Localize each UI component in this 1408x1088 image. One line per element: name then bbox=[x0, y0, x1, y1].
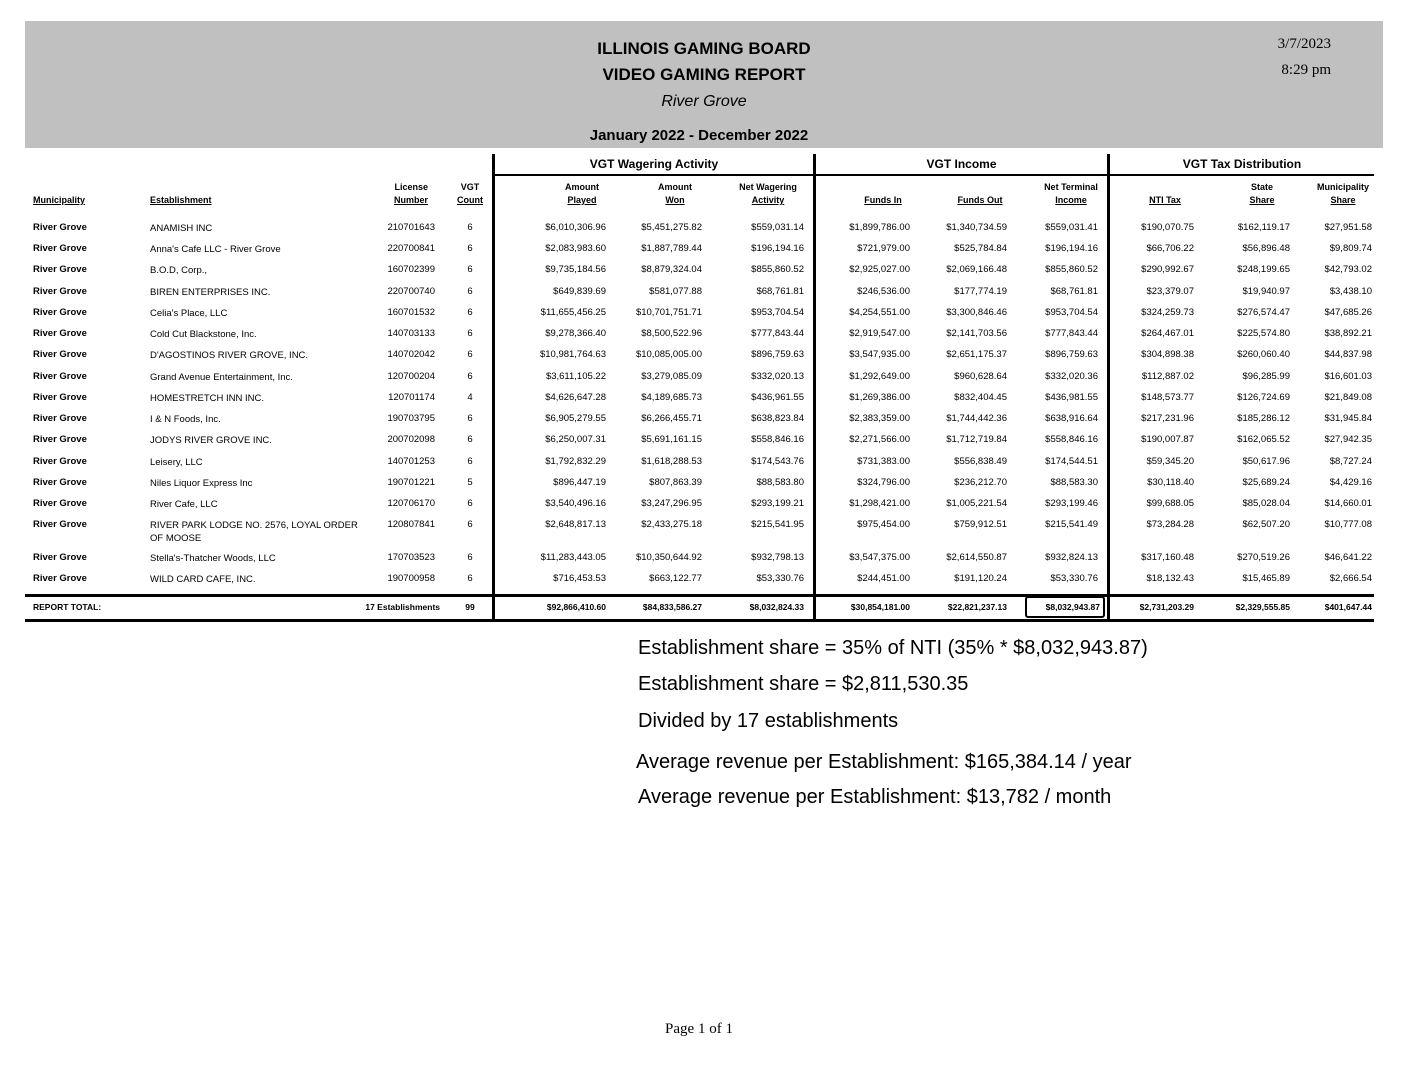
cell-funds-out: $960,628.64 bbox=[954, 371, 1007, 382]
cell-funds-in: $1,269,386.00 bbox=[849, 392, 910, 403]
totals-count: 17 Establishments bbox=[365, 602, 440, 612]
cell-nti-tax: $304,898.38 bbox=[1141, 349, 1194, 360]
cell-net-terminal-income: $293,199.46 bbox=[1045, 498, 1098, 509]
cell-license: 190701221 bbox=[387, 477, 435, 488]
cell-net-terminal-income: $332,020.36 bbox=[1045, 371, 1098, 382]
cell-net-terminal-income: $436,981.55 bbox=[1045, 392, 1098, 403]
cell-nti-tax: $59,345.20 bbox=[1146, 456, 1194, 467]
cell-municipality: River Grove bbox=[33, 371, 87, 382]
cell-net-terminal-income: $88,583.30 bbox=[1050, 477, 1098, 488]
totals-muni-share: $401,647.44 bbox=[1324, 602, 1372, 612]
cell-nti-tax: $23,379.07 bbox=[1146, 286, 1194, 297]
totals-label: REPORT TOTAL: bbox=[33, 602, 102, 612]
column-divider bbox=[492, 154, 495, 622]
cell-state-share: $126,724.69 bbox=[1237, 392, 1290, 403]
cell-municipality: River Grove bbox=[33, 264, 87, 275]
col-nwa: Net Wagering Activity bbox=[739, 182, 797, 205]
cell-nti-tax: $290,992.67 bbox=[1141, 264, 1194, 275]
cell-establishment: Grand Avenue Entertainment, Inc. bbox=[150, 372, 293, 383]
cell-municipality: River Grove bbox=[33, 222, 87, 233]
cell-establishment: River Cafe, LLC bbox=[150, 499, 218, 510]
cell-municipality: River Grove bbox=[33, 498, 87, 509]
cell-funds-in: $2,271,566.00 bbox=[849, 434, 910, 445]
cell-municipality-share: $38,892.21 bbox=[1324, 328, 1372, 339]
cell-funds-in: $975,454.00 bbox=[857, 519, 910, 530]
cell-vgt-count: 6 bbox=[467, 434, 473, 445]
group-wagering: VGT Wagering Activity bbox=[589, 157, 719, 171]
cell-vgt-count: 6 bbox=[467, 286, 473, 297]
totals-played: $92,866,410.60 bbox=[546, 602, 606, 612]
cell-municipality-share: $27,942.35 bbox=[1324, 434, 1372, 445]
col-funds-in: Funds In bbox=[864, 195, 902, 205]
cell-amount-won: $5,451,275.82 bbox=[641, 222, 702, 233]
cell-municipality-share: $21,849.08 bbox=[1324, 392, 1372, 403]
cell-municipality-share: $16,601.03 bbox=[1324, 371, 1372, 382]
cell-license: 220700740 bbox=[387, 286, 435, 297]
cell-vgt-count: 6 bbox=[467, 222, 473, 233]
cell-net-terminal-income: $777,843.44 bbox=[1045, 328, 1098, 339]
cell-license: 160702399 bbox=[387, 264, 435, 275]
cell-amount-won: $581,077.88 bbox=[649, 286, 702, 297]
report-period: January 2022 - December 2022 bbox=[589, 127, 809, 144]
cell-state-share: $260,060.40 bbox=[1237, 349, 1290, 360]
cell-funds-out: $191,120.24 bbox=[954, 573, 1007, 584]
cell-net-wagering: $332,020.13 bbox=[751, 371, 804, 382]
cell-amount-won: $1,618,288.53 bbox=[641, 456, 702, 467]
col-muni-share: Municipality Share bbox=[1316, 182, 1369, 205]
cell-net-wagering: $88,583.80 bbox=[756, 477, 804, 488]
cell-net-wagering: $53,330.76 bbox=[756, 573, 804, 584]
cell-municipality: River Grove bbox=[33, 349, 87, 360]
report-title: ILLINOIS GAMING BOARD bbox=[597, 39, 811, 58]
col-municipality: Municipality bbox=[33, 195, 86, 205]
cell-state-share: $15,465.89 bbox=[1242, 573, 1290, 584]
cell-nti-tax: $190,007.87 bbox=[1141, 434, 1194, 445]
report-header bbox=[25, 21, 1383, 148]
group-income: VGT Income bbox=[926, 157, 997, 171]
cell-funds-in: $2,925,027.00 bbox=[849, 264, 910, 275]
cell-nti-tax: $73,284.28 bbox=[1146, 519, 1194, 530]
cell-net-terminal-income: $896,759.63 bbox=[1045, 349, 1098, 360]
cell-vgt-count: 6 bbox=[467, 243, 473, 254]
cell-license: 140703133 bbox=[387, 328, 435, 339]
cell-municipality-share: $2,666.54 bbox=[1329, 573, 1372, 584]
cell-establishment: ANAMISH INC bbox=[150, 223, 213, 234]
cell-funds-in: $246,536.00 bbox=[857, 286, 910, 297]
cell-net-wagering: $436,961.55 bbox=[751, 392, 804, 403]
cell-municipality: River Grove bbox=[33, 573, 87, 584]
totals-state-share: $2,329,555.85 bbox=[1235, 602, 1290, 612]
col-vgt: VGT Count bbox=[457, 182, 483, 205]
cell-nti-tax: $190,070.75 bbox=[1141, 222, 1194, 233]
cell-funds-out: $1,712,719.84 bbox=[946, 434, 1007, 445]
cell-establishment: Anna's Cafe LLC - River Grove bbox=[150, 244, 281, 255]
cell-funds-out: $832,404.45 bbox=[954, 392, 1007, 403]
cell-net-wagering: $196,194.16 bbox=[751, 243, 804, 254]
totals-nti-tax: $2,731,203.29 bbox=[1139, 602, 1194, 612]
cell-net-wagering: $559,031.14 bbox=[751, 222, 804, 233]
cell-amount-played: $649,839.69 bbox=[553, 286, 606, 297]
cell-municipality-share: $9,809.74 bbox=[1329, 243, 1372, 254]
col-funds-out: Funds Out bbox=[957, 195, 1003, 205]
report-subtitle: VIDEO GAMING REPORT bbox=[602, 65, 806, 84]
cell-municipality: River Grove bbox=[33, 434, 87, 445]
cell-state-share: $50,617.96 bbox=[1242, 456, 1290, 467]
page-footer: Page 1 of 1 bbox=[665, 1021, 733, 1037]
cell-municipality-share: $4,429.16 bbox=[1329, 477, 1372, 488]
cell-funds-out: $236,212.70 bbox=[954, 477, 1007, 488]
cell-net-wagering: $215,541.95 bbox=[751, 519, 804, 530]
cell-net-wagering: $174,543.76 bbox=[751, 456, 804, 467]
note-line-2: Establishment share = $2,811,530.35 bbox=[638, 673, 969, 695]
cell-funds-out: $759,912.51 bbox=[954, 519, 1007, 530]
cell-funds-out: $2,651,175.37 bbox=[946, 349, 1007, 360]
cell-amount-played: $6,905,279.55 bbox=[545, 413, 606, 424]
cell-vgt-count: 6 bbox=[467, 264, 473, 275]
cell-municipality-share: $42,793.02 bbox=[1324, 264, 1372, 275]
cell-vgt-count: 6 bbox=[467, 552, 473, 563]
cell-net-terminal-income: $559,031.41 bbox=[1045, 222, 1098, 233]
cell-license: 160701532 bbox=[387, 307, 435, 318]
cell-municipality-share: $27,951.58 bbox=[1324, 222, 1372, 233]
cell-municipality: River Grove bbox=[33, 456, 87, 467]
cell-funds-out: $177,774.19 bbox=[954, 286, 1007, 297]
totals-won: $84,833,586.27 bbox=[642, 602, 702, 612]
cell-municipality: River Grove bbox=[33, 286, 87, 297]
cell-municipality: River Grove bbox=[33, 307, 87, 318]
cell-license: 120701174 bbox=[388, 392, 435, 403]
cell-amount-played: $1,792,832.29 bbox=[545, 456, 606, 467]
cell-amount-won: $1,887,789.44 bbox=[641, 243, 702, 254]
cell-amount-played: $3,611,105.22 bbox=[545, 371, 606, 382]
cell-state-share: $248,199.65 bbox=[1237, 264, 1290, 275]
cell-net-wagering: $638,823.84 bbox=[751, 413, 804, 424]
cell-license: 190703795 bbox=[387, 413, 435, 424]
cell-license: 120807841 bbox=[387, 519, 435, 530]
cell-funds-in: $1,899,786.00 bbox=[849, 222, 910, 233]
cell-establishment: Celia's Place, LLC bbox=[150, 308, 228, 319]
cell-funds-out: $2,141,703.56 bbox=[946, 328, 1007, 339]
cell-funds-out: $556,838.49 bbox=[954, 456, 1007, 467]
cell-vgt-count: 4 bbox=[467, 392, 473, 403]
cell-amount-played: $10,981,764.63 bbox=[539, 349, 606, 360]
cell-amount-won: $6,266,455.71 bbox=[641, 413, 702, 424]
cell-amount-won: $2,433,275.18 bbox=[641, 519, 702, 530]
cell-amount-played: $2,083,983.60 bbox=[545, 243, 606, 254]
cell-net-terminal-income: $932,824.13 bbox=[1045, 552, 1098, 563]
col-state-share: State Share bbox=[1249, 182, 1275, 205]
cell-vgt-count: 6 bbox=[467, 349, 473, 360]
cell-vgt-count: 6 bbox=[467, 519, 473, 530]
cell-funds-in: $731,383.00 bbox=[857, 456, 910, 467]
cell-license: 120700204 bbox=[387, 371, 435, 382]
cell-funds-out: $1,005,221.54 bbox=[946, 498, 1007, 509]
cell-state-share: $19,940.97 bbox=[1242, 286, 1290, 297]
cell-funds-in: $1,298,421.00 bbox=[849, 498, 910, 509]
cell-funds-out: $525,784.84 bbox=[954, 243, 1007, 254]
cell-nti-tax: $30,118.40 bbox=[1147, 477, 1194, 488]
cell-vgt-count: 6 bbox=[467, 456, 473, 467]
cell-amount-played: $9,735,184.56 bbox=[545, 264, 606, 275]
totals-nwa: $8,032,824.33 bbox=[749, 602, 804, 612]
cell-establishment: D'AGOSTINOS RIVER GROVE, INC. bbox=[150, 350, 309, 361]
cell-state-share: $185,286.12 bbox=[1237, 413, 1290, 424]
cell-net-wagering: $953,704.54 bbox=[751, 307, 804, 318]
col-played: Amount Played bbox=[565, 182, 599, 205]
cell-state-share: $96,285.99 bbox=[1242, 371, 1290, 382]
cell-net-terminal-income: $53,330.76 bbox=[1050, 573, 1098, 584]
cell-amount-won: $5,691,161.15 bbox=[641, 434, 702, 445]
cell-funds-in: $4,254,551.00 bbox=[849, 307, 910, 318]
cell-net-wagering: $777,843.44 bbox=[751, 328, 804, 339]
cell-net-terminal-income: $638,916.64 bbox=[1045, 413, 1098, 424]
cell-amount-won: $4,189,685.73 bbox=[641, 392, 702, 403]
cell-license: 200702098 bbox=[387, 434, 435, 445]
cell-amount-won: $10,085,005.00 bbox=[635, 349, 702, 360]
totals-top-rule bbox=[25, 594, 1374, 597]
cell-funds-out: $2,614,550.87 bbox=[946, 552, 1007, 563]
note-line-4: Average revenue per Establishment: $165,384.14 / year bbox=[636, 751, 1132, 773]
cell-funds-in: $244,451.00 bbox=[857, 573, 910, 584]
report-time: 8:29 pm bbox=[1281, 62, 1331, 78]
cell-municipality: River Grove bbox=[33, 519, 87, 530]
cell-vgt-count: 6 bbox=[467, 498, 473, 509]
cell-nti-tax: $217,231.96 bbox=[1141, 413, 1194, 424]
cell-nti-tax: $264,467.01 bbox=[1141, 328, 1194, 339]
cell-net-terminal-income: $855,860.52 bbox=[1045, 264, 1098, 275]
cell-establishment: HOMESTRETCH INN INC. bbox=[150, 393, 264, 404]
cell-amount-played: $896,447.19 bbox=[553, 477, 606, 488]
cell-license: 170703523 bbox=[387, 552, 435, 563]
cell-nti-tax: $324,259.73 bbox=[1141, 307, 1194, 318]
col-license: License Number bbox=[393, 182, 428, 205]
nti-total-highlight-box bbox=[1025, 596, 1105, 618]
cell-state-share: $62,507.20 bbox=[1242, 519, 1290, 530]
cell-municipality: River Grove bbox=[33, 328, 87, 339]
note-line-5: Average revenue per Establishment: $13,782 / month bbox=[638, 786, 1112, 808]
cell-municipality-share: $46,641.22 bbox=[1324, 552, 1372, 563]
cell-amount-won: $10,350,644.92 bbox=[635, 552, 702, 563]
cell-amount-won: $10,701,751.71 bbox=[635, 307, 702, 318]
cell-amount-played: $9,278,366.40 bbox=[545, 328, 606, 339]
cell-funds-in: $2,919,547.00 bbox=[849, 328, 910, 339]
cell-amount-won: $8,500,522.96 bbox=[641, 328, 702, 339]
totals-funds-out: $22,821,237.13 bbox=[947, 602, 1007, 612]
cell-funds-out: $1,340,734.59 bbox=[946, 222, 1007, 233]
cell-nti-tax: $112,887.02 bbox=[1141, 371, 1194, 382]
cell-amount-won: $663,122.77 bbox=[649, 573, 702, 584]
cell-establishment: Leisery, LLC bbox=[150, 457, 203, 468]
cell-nti-tax: $66,706.22 bbox=[1146, 243, 1194, 254]
cell-establishment: B.O.D, Corp., bbox=[150, 265, 208, 276]
cell-amount-won: $3,247,296.95 bbox=[641, 498, 702, 509]
cell-municipality: River Grove bbox=[33, 392, 87, 403]
cell-establishment: Niles Liquor Express Inc bbox=[150, 478, 253, 489]
cell-municipality-share: $44,837.98 bbox=[1324, 349, 1372, 360]
totals-bottom-rule bbox=[25, 619, 1374, 622]
cell-funds-in: $1,292,649.00 bbox=[849, 371, 910, 382]
cell-funds-out: $2,069,166.48 bbox=[946, 264, 1007, 275]
cell-net-wagering: $855,860.52 bbox=[751, 264, 804, 275]
cell-net-terminal-income: $68,761.81 bbox=[1050, 286, 1098, 297]
cell-amount-played: $716,453.53 bbox=[553, 573, 606, 584]
cell-state-share: $85,028.04 bbox=[1242, 498, 1290, 509]
cell-net-wagering: $558,846.16 bbox=[751, 434, 804, 445]
totals-vgt: 99 bbox=[465, 602, 475, 612]
group-tax: VGT Tax Distribution bbox=[1182, 157, 1302, 171]
cell-municipality: River Grove bbox=[33, 413, 87, 424]
cell-amount-won: $8,879,324.04 bbox=[641, 264, 702, 275]
cell-license: 210701643 bbox=[387, 222, 435, 233]
cell-vgt-count: 6 bbox=[467, 413, 473, 424]
cell-funds-in: $3,547,935.00 bbox=[849, 349, 910, 360]
cell-establishment: BIREN ENTERPRISES INC. bbox=[150, 287, 271, 298]
cell-net-terminal-income: $558,846.16 bbox=[1045, 434, 1098, 445]
cell-nti-tax: $99,688.05 bbox=[1146, 498, 1194, 509]
cell-nti-tax: $317,160.48 bbox=[1141, 552, 1194, 563]
cell-state-share: $276,574.47 bbox=[1237, 307, 1290, 318]
column-divider bbox=[813, 154, 816, 622]
totals-funds-in: $30,854,181.00 bbox=[850, 602, 910, 612]
cell-license: 190700958 bbox=[387, 573, 435, 584]
cell-funds-in: $324,796.00 bbox=[857, 477, 910, 488]
cell-net-wagering: $932,798.13 bbox=[751, 552, 804, 563]
cell-state-share: $162,065.52 bbox=[1237, 434, 1290, 445]
cell-state-share: $270,519.26 bbox=[1237, 552, 1290, 563]
cell-municipality-share: $3,438.10 bbox=[1329, 286, 1372, 297]
cell-funds-in: $3,547,375.00 bbox=[849, 552, 910, 563]
cell-state-share: $162,119.17 bbox=[1237, 222, 1290, 233]
cell-establishment: RIVER PARK LODGE NO. 2576, LOYAL ORDER OF MOOSE bbox=[150, 520, 358, 544]
cell-license: 220700841 bbox=[387, 243, 435, 254]
cell-establishment: Cold Cut Blackstone, Inc. bbox=[150, 329, 257, 340]
cell-amount-played: $6,010,306.96 bbox=[545, 222, 606, 233]
cell-municipality-share: $31,945.84 bbox=[1324, 413, 1372, 424]
cell-net-terminal-income: $196,194.16 bbox=[1045, 243, 1098, 254]
cell-amount-played: $4,626,647.28 bbox=[545, 392, 606, 403]
cell-funds-in: $2,383,359.00 bbox=[849, 413, 910, 424]
cell-vgt-count: 5 bbox=[467, 477, 473, 488]
cell-municipality-share: $8,727.24 bbox=[1329, 456, 1372, 467]
cell-vgt-count: 6 bbox=[467, 573, 473, 584]
note-line-1: Establishment share = 35% of NTI (35% * $8,032,943.87) bbox=[638, 637, 1148, 659]
cell-license: 140702042 bbox=[387, 349, 435, 360]
cell-establishment: Stella's-Thatcher Woods, LLC bbox=[150, 553, 276, 564]
cell-vgt-count: 6 bbox=[467, 307, 473, 318]
cell-amount-played: $11,283,443.05 bbox=[540, 552, 606, 563]
cell-amount-played: $11,655,456.25 bbox=[540, 307, 606, 318]
cell-municipality: River Grove bbox=[33, 552, 87, 563]
cell-municipality-share: $47,685.26 bbox=[1324, 307, 1372, 318]
cell-municipality: River Grove bbox=[33, 477, 87, 488]
report-date: 3/7/2023 bbox=[1277, 36, 1331, 52]
cell-municipality-share: $10,777.08 bbox=[1324, 519, 1372, 530]
col-won: Amount Won bbox=[658, 182, 692, 205]
cell-establishment: I & N Foods, Inc. bbox=[150, 414, 221, 425]
cell-vgt-count: 6 bbox=[467, 328, 473, 339]
cell-vgt-count: 6 bbox=[467, 371, 473, 382]
cell-net-terminal-income: $174,544.51 bbox=[1045, 456, 1098, 467]
cell-state-share: $56,896.48 bbox=[1242, 243, 1290, 254]
cell-funds-in: $721,979.00 bbox=[857, 243, 910, 254]
cell-amount-played: $2,648,817.13 bbox=[545, 519, 606, 530]
cell-funds-out: $3,300,846.46 bbox=[946, 307, 1007, 318]
cell-establishment: WILD CARD CAFE, INC. bbox=[150, 574, 256, 585]
cell-nti-tax: $18,132.43 bbox=[1146, 573, 1194, 584]
note-line-3: Divided by 17 establishments bbox=[638, 710, 899, 732]
report-city: River Grove bbox=[661, 93, 747, 110]
cell-amount-played: $6,250,007.31 bbox=[545, 434, 606, 445]
group-divider bbox=[493, 174, 1374, 176]
cell-municipality: River Grove bbox=[33, 243, 87, 254]
col-nti: Net Terminal Income bbox=[1044, 182, 1098, 205]
cell-amount-won: $3,279,085.09 bbox=[641, 371, 702, 382]
cell-license: 140701253 bbox=[387, 456, 435, 467]
cell-net-wagering: $896,759.63 bbox=[751, 349, 804, 360]
cell-state-share: $25,689.24 bbox=[1242, 477, 1290, 488]
cell-funds-out: $1,744,442.36 bbox=[946, 413, 1007, 424]
cell-nti-tax: $148,573.77 bbox=[1141, 392, 1194, 403]
cell-net-wagering: $68,761.81 bbox=[756, 286, 804, 297]
cell-establishment: JODYS RIVER GROVE INC. bbox=[150, 435, 272, 446]
cell-net-wagering: $293,199.21 bbox=[751, 498, 804, 509]
col-nti-tax: NTI Tax bbox=[1149, 195, 1181, 205]
cell-net-terminal-income: $953,704.54 bbox=[1045, 307, 1098, 318]
cell-state-share: $225,574.80 bbox=[1237, 328, 1290, 339]
cell-amount-won: $807,863.39 bbox=[649, 477, 702, 488]
cell-license: 120706170 bbox=[387, 498, 435, 509]
totals-nti: $8,032,943.87 bbox=[1045, 602, 1100, 612]
col-establishment: Establishment bbox=[150, 195, 212, 205]
cell-municipality-share: $14,660.01 bbox=[1324, 498, 1372, 509]
cell-amount-played: $3,540,496.16 bbox=[545, 498, 606, 509]
cell-net-terminal-income: $215,541.49 bbox=[1045, 519, 1098, 530]
